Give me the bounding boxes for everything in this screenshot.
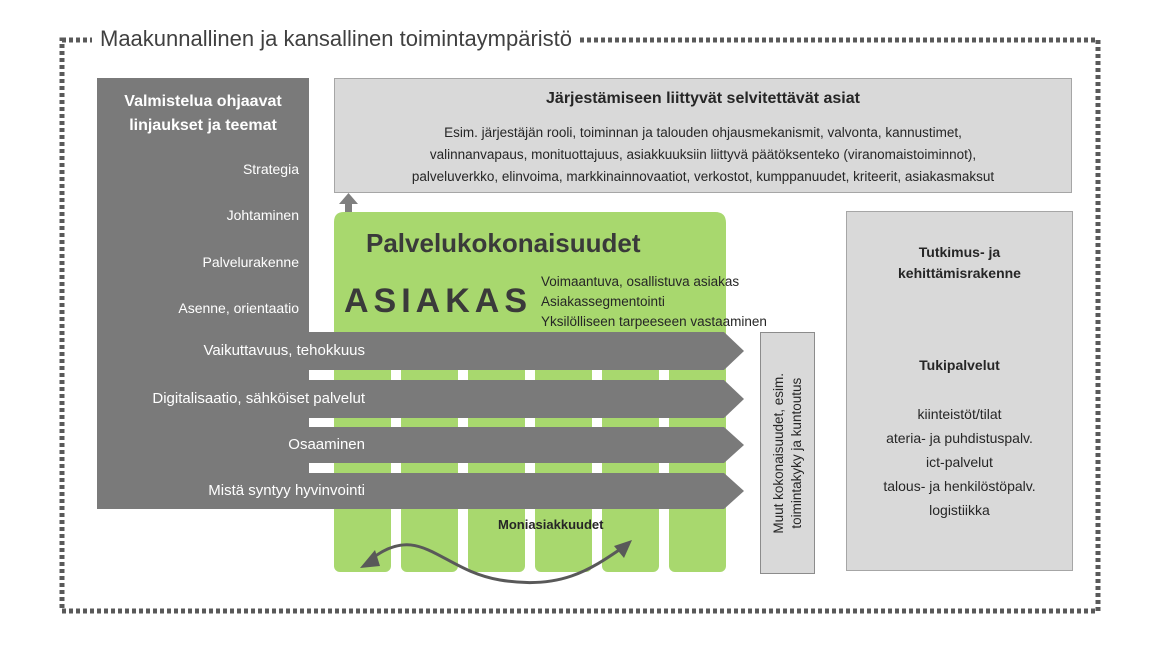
tukipalvelut-item-1: kiinteistöt/tilat	[917, 406, 1002, 422]
asiakas-list	[541, 272, 767, 332]
tukipalvelut-item-2: ateria- ja puhdistuspalv.	[886, 430, 1033, 446]
top-box-title: Järjestämiseen liittyvät selvitettävät asiat	[546, 90, 860, 107]
top-box-line-3: palveluverkko, elinvoima, markkinainnovaatiot, verkostot, kumppanuudet, kriteerit, asiakasmaksut	[411, 169, 995, 184]
right-title1-line-1: Tutkimus- ja	[918, 244, 1001, 260]
asiakas-item-1: Voimaantuva, osallistuva asiakas	[541, 274, 740, 289]
left-item-strategia: Strategia	[242, 161, 299, 177]
green-area-title: Palvelukokonaisuudet	[366, 228, 641, 258]
arrow-shape-1	[97, 332, 744, 370]
arrow-shape-3	[97, 427, 744, 463]
arrow-label-hyvinvointi: Mistä syntyy hyvinvointi	[208, 482, 365, 499]
tukipalvelut-list	[846, 402, 1073, 522]
vertical-box-text	[762, 334, 813, 572]
arrow-shape-4	[97, 473, 744, 509]
top-box-line-2: valinnanvapaus, monituottajuus, asiakkuuksiin liittyvä päätöksenteko (viranomaistoiminnot),	[429, 147, 977, 162]
arrow-label-digitalisaatio: Digitalisaatio, sähköiset palvelut	[152, 390, 365, 407]
top-box-line-1: Esim. järjestäjän rooli, toiminnan ja talouden ohjausmekanismit, valvonta, kannustimet,	[444, 125, 962, 140]
left-title-line-1: Valmistelua ohjaavat	[124, 93, 282, 110]
right-box-title-tukipalvelut: Tukipalvelut	[919, 357, 1000, 373]
arrow-label-vaikuttavuus: Vaikuttavuus, tehokkuus	[203, 342, 365, 359]
right-title1-line-2: kehittämisrakenne	[898, 265, 1021, 281]
tukipalvelut-item-3: ict-palvelut	[926, 454, 993, 470]
moniasiakkuudet-label: Moniasiakkuudet	[498, 517, 604, 532]
asiakas-item-2: Asiakassegmentointi	[541, 294, 665, 309]
left-item-palvelurakenne: Palvelurakenne	[202, 254, 299, 270]
asiakas-label: ASIAKAS	[344, 282, 533, 320]
tukipalvelut-item-5: logistiikka	[929, 502, 990, 518]
arrow-label-osaaminen: Osaaminen	[288, 436, 365, 453]
outer-title: Maakunnallinen ja kansallinen toimintaympäristö	[92, 22, 580, 56]
vertical-line-1: Muut kokonaisuudet, esim.	[770, 372, 786, 534]
vertical-line-2: toimintakyky ja kuntoutus	[788, 377, 804, 529]
left-item-asenne: Asenne, orientaatio	[178, 300, 299, 316]
left-title-line-2: linjaukset ja teemat	[129, 117, 277, 134]
tukipalvelut-item-4: talous- ja henkilöstöpalv.	[883, 478, 1036, 494]
left-item-johtaminen: Johtaminen	[226, 207, 299, 223]
asiakas-item-3: Yksilölliseen tarpeeseen vastaaminen	[541, 314, 767, 329]
right-box-title-tutkimus	[846, 242, 1073, 284]
